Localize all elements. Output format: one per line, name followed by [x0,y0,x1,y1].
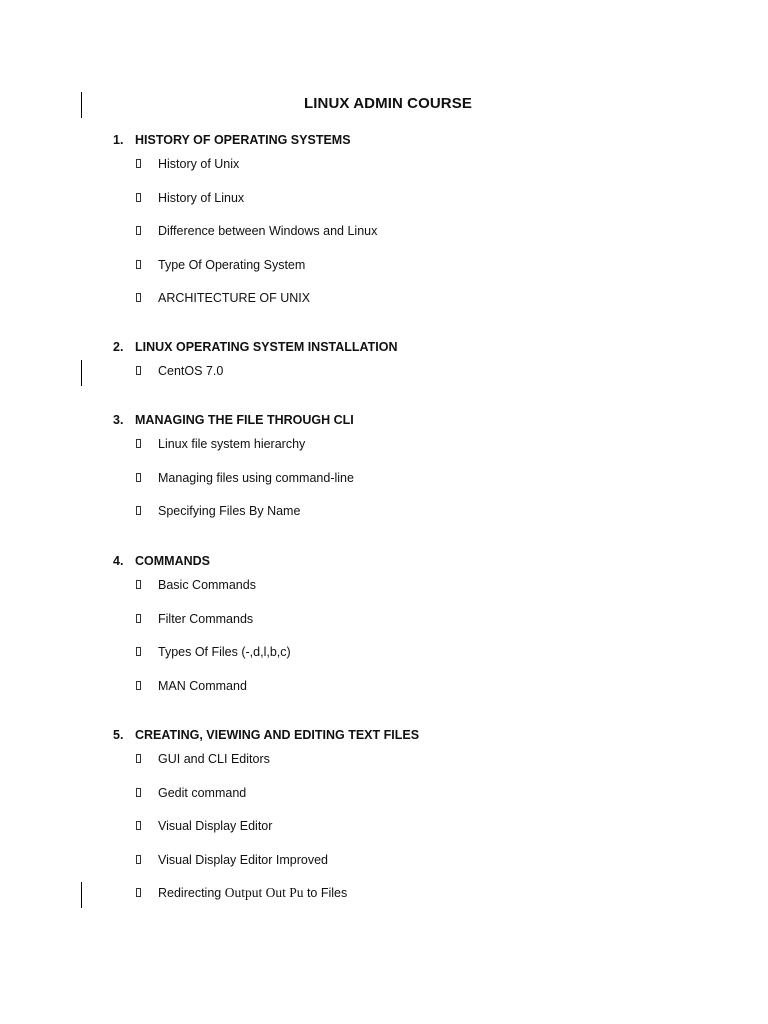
topic-label: CentOS 7.0 [158,364,224,378]
list-item [113,466,733,500]
bullet-icon [136,681,141,690]
list-item [113,432,733,466]
list-item [113,499,733,533]
topic-label: Types Of Files (-,d,l,b,c) [158,645,291,659]
bullet-icon [136,888,141,897]
section-title: MANAGING THE FILE THROUGH CLI [135,413,354,427]
bullet-icon [136,159,141,168]
list-item [113,640,733,674]
topic-label: Visual Display Editor Improved [158,852,328,867]
topic-label-inline: Output Out Pu [224,885,304,900]
topic-label: Gedit command [158,785,247,800]
bullet-icon [136,226,141,235]
section-heading [113,132,733,148]
section-heading [113,727,733,743]
bullet-icon [136,614,141,623]
list-item [113,219,733,253]
bullet-icon [136,473,141,482]
bullet-icon [136,821,141,830]
topic-list [113,152,733,320]
list-item [113,781,733,815]
bullet-icon [136,439,141,448]
section-commands [113,553,733,707]
document-title: LINUX ADMIN COURSE [304,95,472,112]
bullet-icon [136,647,141,656]
list-item [113,814,733,848]
topic-label: GUI and CLI Editors [158,752,270,766]
bullet-icon [136,788,141,797]
list-item [113,253,733,287]
section-title: HISTORY OF OPERATING SYSTEMS [135,133,351,147]
topic-label: MAN Command [158,678,247,693]
list-item [113,747,733,781]
topic-list [113,573,733,707]
bullet-icon [136,754,141,763]
bullet-icon [136,580,141,589]
section-number: 3. [113,413,124,427]
bullet-icon [136,506,141,515]
list-item [113,286,733,320]
topic-label: History of Linux [158,190,245,205]
list-item [113,152,733,186]
topic-list [113,359,733,393]
section-title: LINUX OPERATING SYSTEM INSTALLATION [135,340,398,354]
section-heading [113,339,733,355]
topic-label: Type Of Operating System [158,257,306,272]
section-heading [113,412,733,428]
list-item [113,186,733,220]
bullet-icon [136,293,141,302]
topic-label-suffix: to Files [306,886,348,900]
topic-label: Managing files using command-line [158,470,354,485]
section-history-of-operating-systems [113,132,733,320]
bullet-icon [136,366,141,375]
topic-label: Visual Display Editor [158,819,273,833]
list-item [113,607,733,641]
topic-list [113,432,733,533]
revision-bar [81,360,82,386]
list-item [113,674,733,708]
section-managing-files-cli [113,412,733,533]
list-item [113,359,733,393]
topic-label: Basic Commands [158,578,256,592]
section-number: 2. [113,340,124,354]
list-item [113,573,733,607]
bullet-icon [136,260,141,269]
section-number: 4. [113,554,124,568]
bullet-icon [136,193,141,202]
section-title: CREATING, VIEWING AND EDITING TEXT FILES [135,728,420,742]
list-item [113,881,733,915]
section-text-files [113,727,733,915]
bullet-icon [136,855,141,864]
topic-label: Linux file system hierarchy [158,437,306,451]
section-number: 1. [113,133,124,147]
topic-label: Specifying Files By Name [158,504,301,518]
topic-label: ARCHITECTURE OF UNIX [158,291,311,305]
section-heading [113,553,733,569]
topic-label: Filter Commands [158,611,254,626]
section-linux-installation [113,339,733,393]
list-item [113,848,733,882]
topic-label: History of Unix [158,157,240,171]
topic-label-prefix: Redirecting [158,886,225,900]
section-title: COMMANDS [135,554,210,568]
topic-list [113,747,733,915]
section-number: 5. [113,728,124,742]
topic-label: Difference between Windows and Linux [158,224,378,238]
revision-bar [81,882,82,908]
